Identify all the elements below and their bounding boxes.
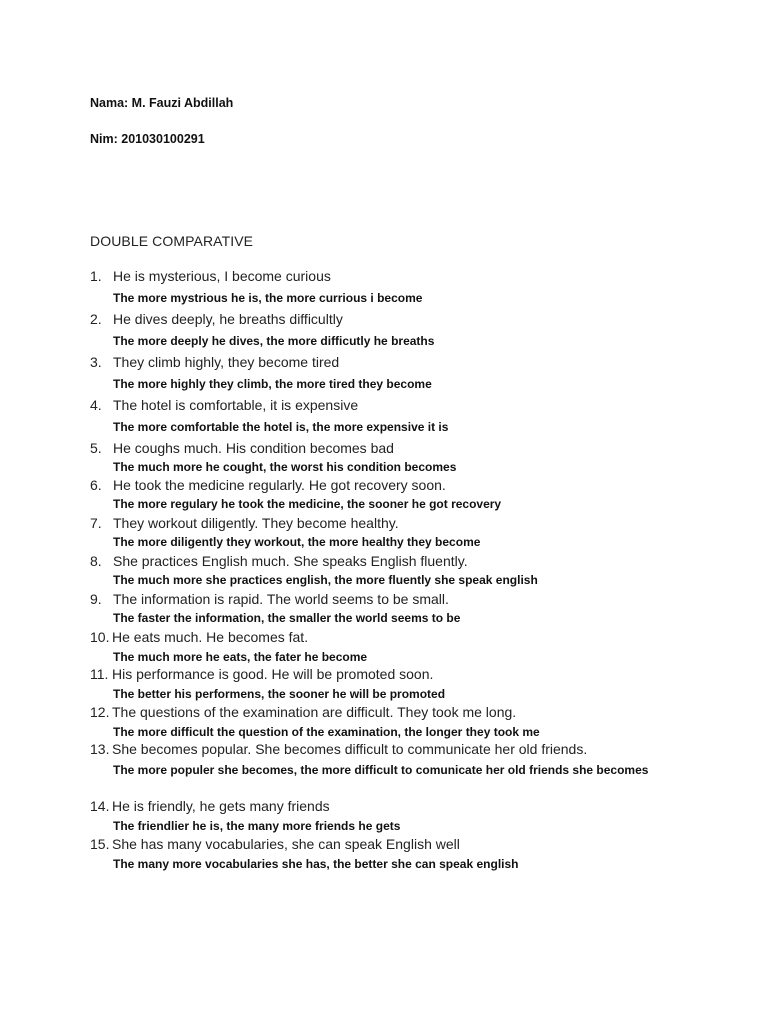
answer-text: The faster the information, the smaller the world seems to be bbox=[113, 611, 461, 625]
question-text: He dives deeply, he breaths difficultly bbox=[113, 311, 343, 327]
item-number: 1. bbox=[90, 268, 102, 284]
answer-text: The better his performens, the sooner he will be promoted bbox=[113, 687, 446, 701]
question-text: He is mysterious, I become curious bbox=[113, 268, 331, 284]
question-line bbox=[90, 666, 710, 683]
list-item bbox=[90, 553, 710, 589]
question-text: She becomes popular. She becomes difficult to communicate her old friends. bbox=[112, 741, 588, 757]
answer-text: The more mystrious he is, the more currious i become bbox=[113, 291, 423, 305]
question-text: He coughs much. His condition becomes bad bbox=[113, 440, 394, 456]
document-title: DOUBLE COMPARATIVE bbox=[90, 233, 254, 249]
question-text: She has many vocabularies, she can speak English well bbox=[112, 836, 460, 852]
item-number: 12. bbox=[90, 704, 110, 720]
question-text: The hotel is comfortable, it is expensive bbox=[113, 397, 359, 413]
item-number: 2. bbox=[90, 311, 102, 327]
list-item bbox=[90, 311, 710, 350]
item-number: 15. bbox=[90, 836, 110, 852]
question-line bbox=[90, 553, 710, 570]
student-name: Nama: M. Fauzi Abdillah bbox=[90, 96, 234, 110]
item-number: 9. bbox=[90, 591, 102, 607]
item-number: 8. bbox=[90, 553, 102, 569]
list-item bbox=[90, 591, 710, 627]
item-number: 4. bbox=[90, 397, 102, 413]
answer-text: The more highly they climb, the more tired they become bbox=[113, 377, 432, 391]
question-line bbox=[90, 440, 710, 457]
item-number: 14. bbox=[90, 798, 110, 814]
list-item bbox=[90, 798, 710, 835]
question-text: His performance is good. He will be promoted soon. bbox=[112, 666, 434, 682]
list-item bbox=[90, 397, 710, 436]
answer-text: The more comfortable the hotel is, the more expensive it is bbox=[113, 420, 449, 434]
question-line bbox=[90, 397, 710, 414]
question-line bbox=[90, 704, 710, 721]
item-number: 10. bbox=[90, 629, 110, 645]
item-number: 13. bbox=[90, 741, 110, 757]
student-nim: Nim: 201030100291 bbox=[90, 132, 205, 146]
answer-text: The many more vocabularies she has, the better she can speak english bbox=[113, 857, 519, 871]
question-line bbox=[90, 741, 710, 758]
list-item bbox=[90, 666, 710, 703]
question-line bbox=[90, 629, 710, 646]
answer-text: The more populer she becomes, the more difficult to comunicate her old friends she becomes bbox=[113, 763, 649, 777]
question-text: He is friendly, he gets many friends bbox=[112, 798, 330, 814]
list-item bbox=[90, 515, 710, 551]
list-item bbox=[90, 354, 710, 393]
list-item bbox=[90, 704, 710, 741]
answer-text: The more difficult the question of the examination, the longer they took me bbox=[113, 725, 540, 739]
question-line bbox=[90, 515, 710, 532]
question-line bbox=[90, 477, 710, 494]
question-line bbox=[90, 268, 710, 285]
item-number: 11. bbox=[90, 666, 109, 682]
question-line bbox=[90, 591, 710, 608]
question-text: She practices English much. She speaks English fluently. bbox=[113, 553, 468, 569]
item-number: 7. bbox=[90, 515, 102, 531]
question-text: The questions of the examination are difficult. They took me long. bbox=[112, 704, 517, 720]
item-number: 3. bbox=[90, 354, 102, 370]
item-number: 6. bbox=[90, 477, 102, 493]
list-item bbox=[90, 477, 710, 513]
list-item bbox=[90, 741, 710, 779]
question-text: They climb highly, they become tired bbox=[113, 354, 340, 370]
answer-text: The more regulary he took the medicine, the sooner he got recovery bbox=[113, 497, 502, 511]
question-line bbox=[90, 311, 710, 328]
question-text: He took the medicine regularly. He got recovery soon. bbox=[113, 477, 446, 493]
question-text: They workout diligently. They become healthy. bbox=[113, 515, 399, 531]
list-item bbox=[90, 268, 710, 307]
list-item bbox=[90, 440, 710, 476]
question-text: He eats much. He becomes fat. bbox=[112, 629, 309, 645]
answer-text: The much more he eats, the fater he become bbox=[113, 650, 368, 664]
answer-text: The much more she practices english, the more fluently she speak english bbox=[113, 573, 538, 587]
answer-text: The much more he cought, the worst his condition becomes bbox=[113, 460, 457, 474]
question-line bbox=[90, 354, 710, 371]
list-item bbox=[90, 629, 710, 666]
item-number: 5. bbox=[90, 440, 102, 456]
question-line bbox=[90, 836, 710, 853]
list-item bbox=[90, 836, 710, 873]
answer-text: The friendlier he is, the many more friends he gets bbox=[113, 819, 401, 833]
question-line bbox=[90, 798, 710, 815]
answer-text: The more diligently they workout, the more healthy they become bbox=[113, 535, 481, 549]
question-text: The information is rapid. The world seems to be small. bbox=[113, 591, 449, 607]
answer-text: The more deeply he dives, the more difficutly he breaths bbox=[113, 334, 435, 348]
